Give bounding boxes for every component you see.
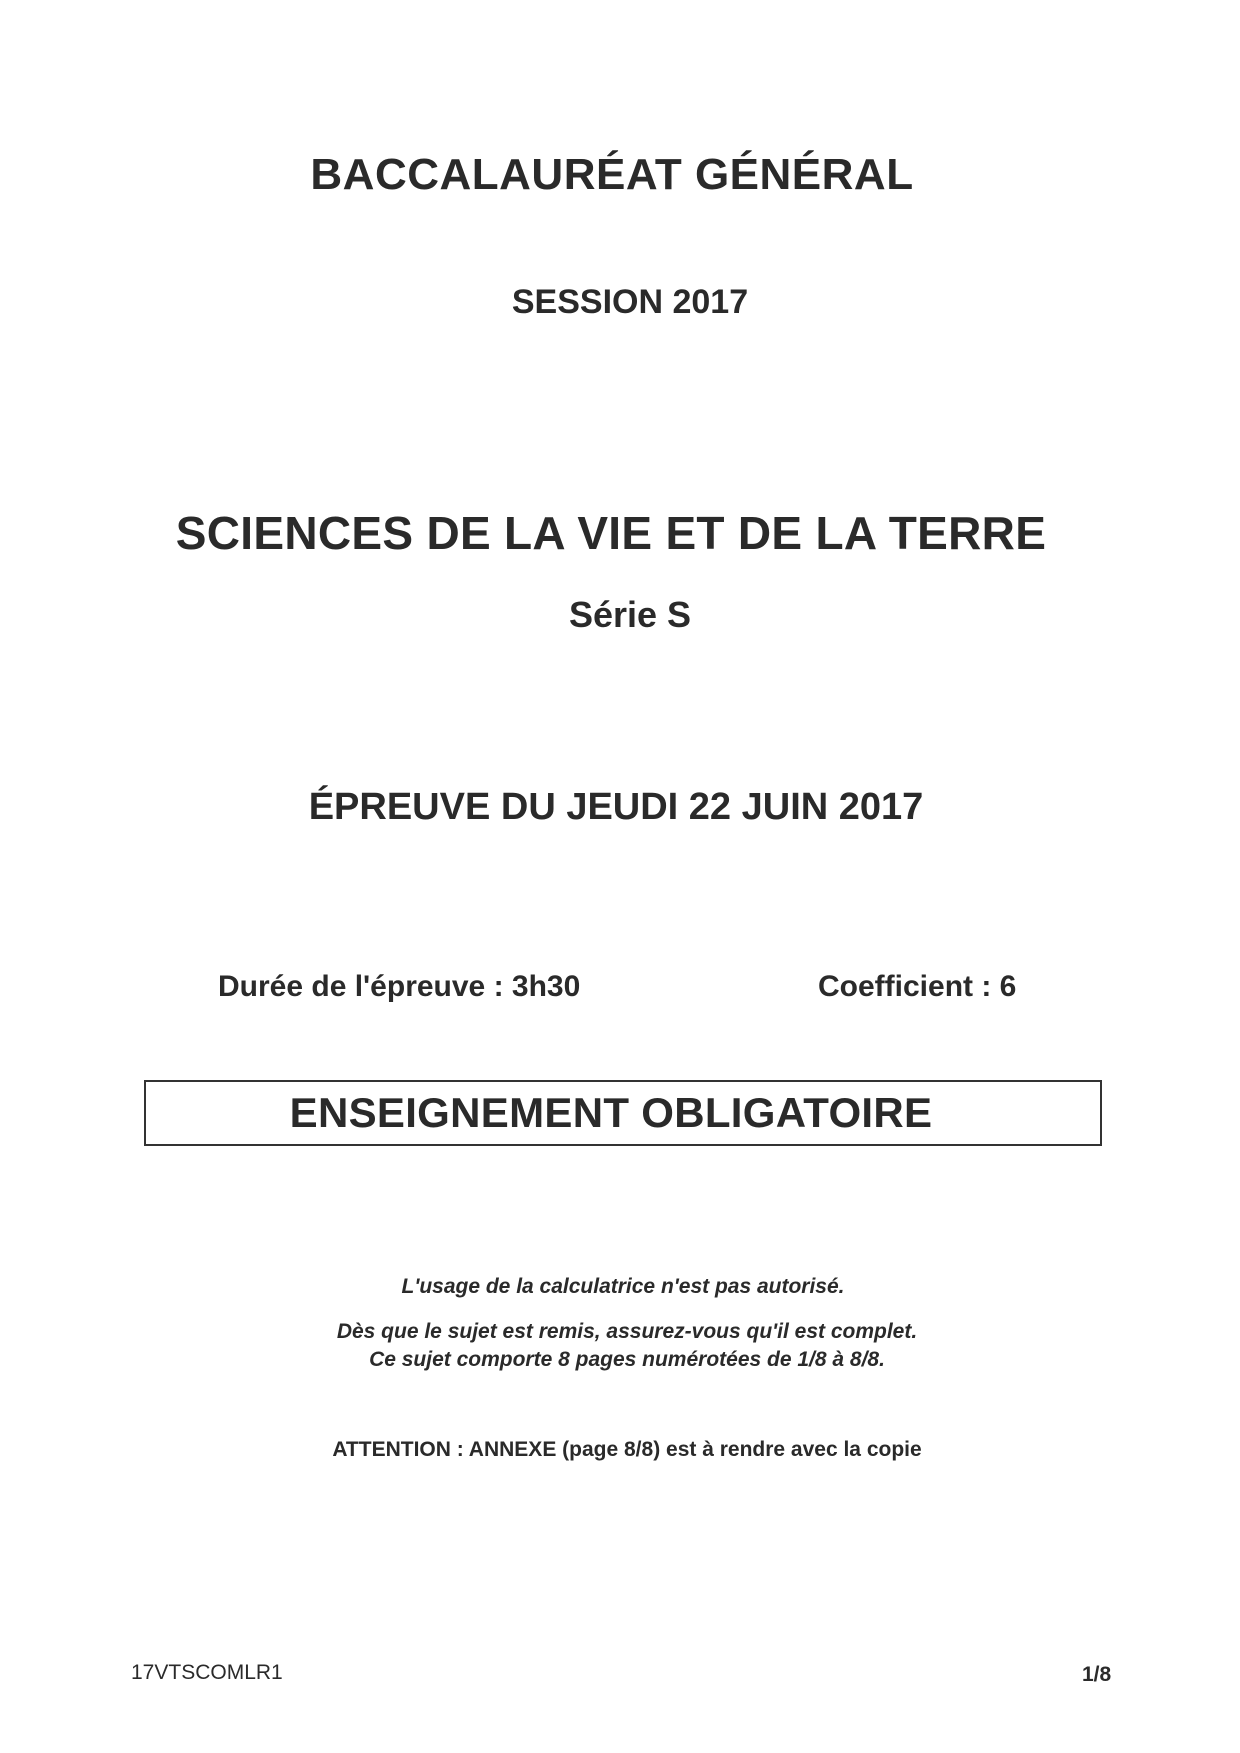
document-code: 17VTSCOMLR1 <box>131 1661 283 1684</box>
page-count-notice: Ce sujet comporte 8 pages numérotées de 1/8 à 8/8. <box>369 1348 885 1371</box>
page-number: 1/8 <box>1082 1663 1112 1686</box>
section-banner-label: ENSEIGNEMENT OBLIGATOIRE <box>289 1089 933 1136</box>
session-label: SESSION 2017 <box>511 283 749 321</box>
section-banner <box>144 1080 1102 1146</box>
exam-date: ÉPREUVE DU JEUDI 22 JUIN 2017 <box>308 786 924 828</box>
serie-label: Série S <box>568 594 692 635</box>
exam-title: BACCALAURÉAT GÉNÉRAL <box>310 150 914 199</box>
exam-duration: Durée de l'épreuve : 3h30 <box>218 970 581 1003</box>
exam-coefficient: Coefficient : 6 <box>818 970 1017 1003</box>
calculator-notice: L'usage de la calculatrice n'est pas autorisé. <box>401 1275 845 1298</box>
subject-title: SCIENCES DE LA VIE ET DE LA TERRE <box>175 507 1047 559</box>
attention-notice: ATTENTION : ANNEXE (page 8/8) est à rendre avec la copie <box>332 1438 922 1461</box>
completeness-notice: Dès que le sujet est remis, assurez-vous qu'il est complet. <box>336 1320 918 1343</box>
